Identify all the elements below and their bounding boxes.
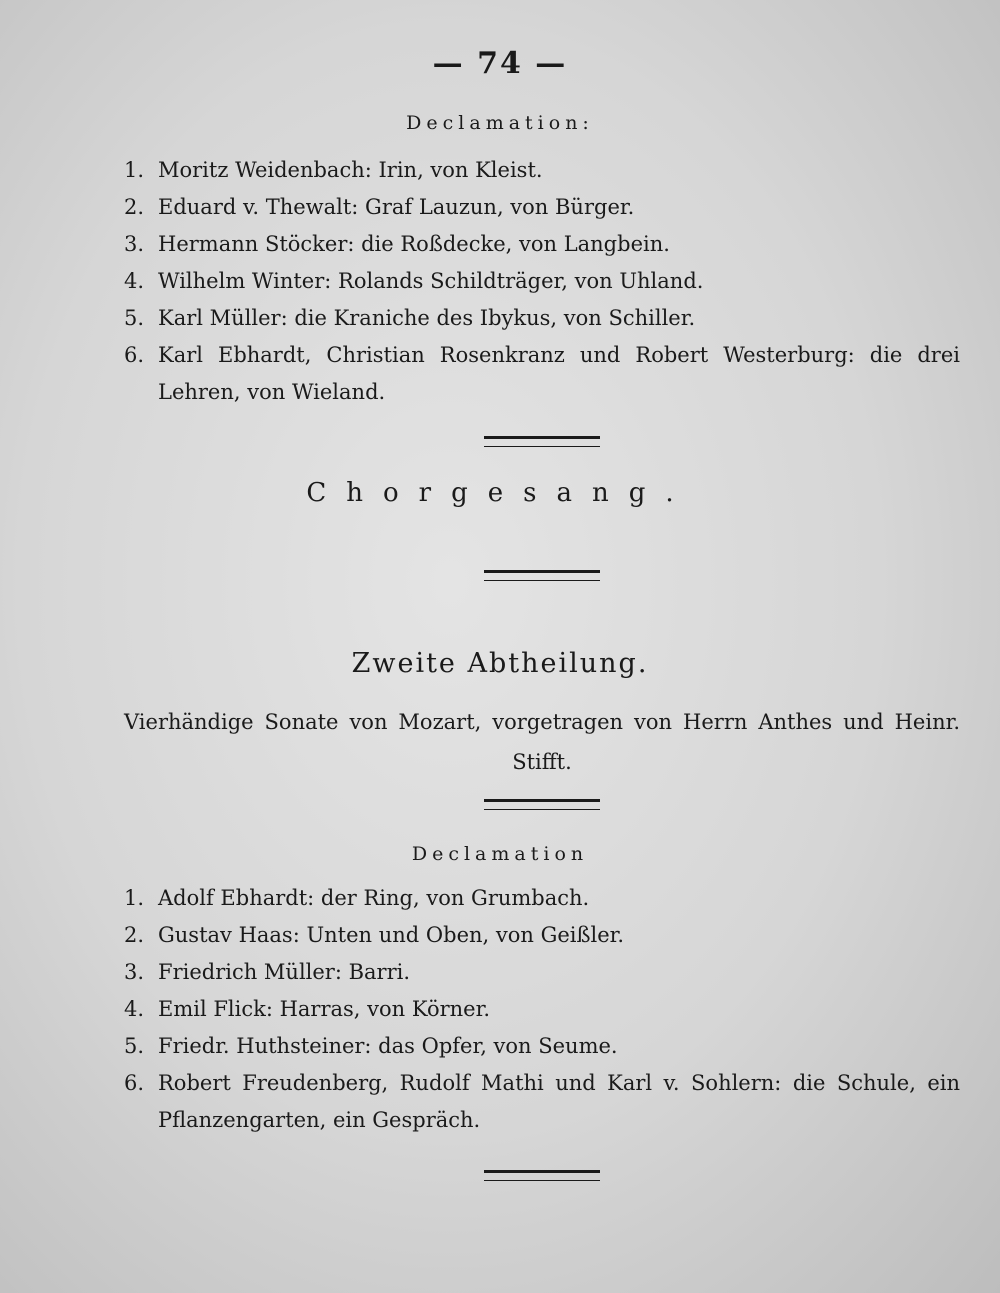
sonata-paragraph: Vierhändige Sonate von Mozart, vorgetragen von Herrn Anthes und Heinr. Stifft.	[124, 710, 960, 774]
list-item	[124, 917, 960, 954]
item-number: 5.	[124, 306, 145, 330]
list-item	[124, 300, 960, 337]
list-item	[124, 189, 960, 226]
item-number: 1.	[124, 886, 145, 910]
item-text: Karl Müller: die Kraniche des Ibykus, von Schiller.	[158, 306, 696, 330]
list-item	[124, 263, 960, 300]
declamation-list-1	[124, 152, 960, 411]
item-number: 6.	[124, 1071, 145, 1095]
section-heading-zweite-abtheilung: Zweite Abtheilung.	[351, 648, 649, 679]
double-rule-divider	[484, 436, 600, 447]
item-number: 4.	[124, 269, 145, 293]
item-number: 1.	[124, 158, 145, 182]
item-number: 2.	[124, 923, 145, 947]
list-item	[124, 1028, 960, 1065]
double-rule-divider	[484, 1170, 600, 1181]
item-text: Karl Ebhardt, Christian Rosenkranz und Robert Westerburg: die drei Lehren, von Wieland.	[158, 343, 960, 404]
item-number: 3.	[124, 960, 145, 984]
item-number: 3.	[124, 232, 145, 256]
item-text: Adolf Ebhardt: der Ring, von Grumbach.	[158, 886, 590, 910]
declamation-list-2	[124, 880, 960, 1139]
list-item	[124, 1065, 960, 1139]
list-item	[124, 226, 960, 263]
item-number: 5.	[124, 1034, 145, 1058]
declamation-heading-1: Declamation:	[406, 112, 594, 134]
list-item	[124, 880, 960, 917]
item-text: Gustav Haas: Unten und Oben, von Geißler.	[158, 923, 625, 947]
item-text: Friedr. Huthsteiner: das Opfer, von Seume.	[158, 1034, 618, 1058]
item-text: Friedrich Müller: Barri.	[158, 960, 411, 984]
list-item	[124, 152, 960, 189]
item-text: Wilhelm Winter: Rolands Schildträger, von Uhland.	[158, 269, 704, 293]
list-item	[124, 991, 960, 1028]
item-text: Emil Flick: Harras, von Körner.	[158, 997, 491, 1021]
chorgesang-heading: Chorgesang.	[306, 478, 694, 508]
item-number: 4.	[124, 997, 145, 1021]
item-text: Hermann Stöcker: die Roßdecke, von Langbein.	[158, 232, 670, 256]
item-text: Moritz Weidenbach: Irin, von Kleist.	[158, 158, 543, 182]
double-rule-divider	[484, 799, 600, 810]
list-item	[124, 337, 960, 411]
item-text: Eduard v. Thewalt: Graf Lauzun, von Bürger.	[158, 195, 635, 219]
list-item	[124, 954, 960, 991]
double-rule-divider	[484, 570, 600, 581]
item-number: 6.	[124, 343, 145, 367]
declamation-heading-2: Declamation	[411, 843, 589, 865]
item-text: Robert Freudenberg, Rudolf Mathi und Karl v. Sohlern: die Schule, ein Pflanzengarten, ein Gespräch.	[158, 1071, 960, 1132]
page-number: — 74 —	[432, 46, 568, 81]
item-number: 2.	[124, 195, 145, 219]
